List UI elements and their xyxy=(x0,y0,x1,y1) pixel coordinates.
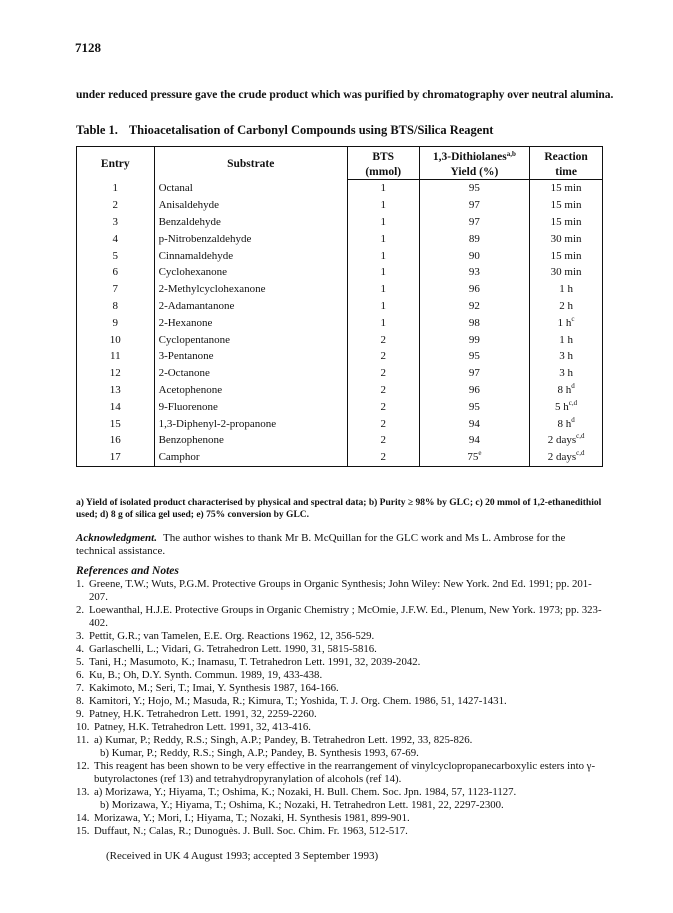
entry-cell: 1 xyxy=(77,180,155,197)
table-row xyxy=(77,314,603,331)
bts-cell: 2 xyxy=(347,348,419,365)
entry-cell: 5 xyxy=(77,247,155,264)
time-cell: 5 $h^{c,d}$ xyxy=(530,398,603,415)
table-row xyxy=(77,365,603,382)
bts-cell: 2 xyxy=(347,365,419,382)
acknowledgment-text: The author wishes to thank Mr B. McQuillan for the GLC work and Ms L. Ambrose for the technical assistance. xyxy=(76,532,566,557)
time-cell: 8 $h^d$ xyxy=(530,415,603,432)
table-row xyxy=(77,449,603,466)
table-row xyxy=(77,298,603,315)
time-cell: 1 h xyxy=(530,331,603,348)
bts-cell: 1 xyxy=(347,247,419,264)
bts-cell: 1 xyxy=(347,298,419,315)
entry-cell: 9 xyxy=(77,314,155,331)
reference-item xyxy=(76,734,606,747)
reference-item xyxy=(76,708,606,721)
header-bts-unit: (mmol) xyxy=(347,164,419,180)
table-row xyxy=(77,264,603,281)
reference-text: b) Kumar, P.; Reddy, R.S.; Singh, A.P.; Pandey, B. Synthesis 1993, 67-69. xyxy=(100,747,419,759)
reference-number: 3. xyxy=(76,630,85,642)
yield-cell: 89 xyxy=(419,230,530,247)
bts-cell: 1 xyxy=(347,214,419,231)
entry-cell: 6 xyxy=(77,264,155,281)
bts-cell: 2 xyxy=(347,382,419,399)
reference-item xyxy=(76,669,606,682)
substrate-cell: Cyclohexanone xyxy=(154,264,347,281)
header-yield: 1,3-Dithiolanes$^{a,b}$ xyxy=(419,147,530,165)
bts-cell: 1 xyxy=(347,230,419,247)
time-cell: 8 $h^d$ xyxy=(530,382,603,399)
reference-item xyxy=(76,799,606,812)
reference-number: 13. xyxy=(76,786,90,798)
yield-cell: 95 xyxy=(419,348,530,365)
yield-cell: 96 xyxy=(419,382,530,399)
yield-cell: 97 xyxy=(419,214,530,231)
entry-cell: 13 xyxy=(77,382,155,399)
reference-text: Greene, T.W.; Wuts, P.G.M. Protective Groups in Organic Synthesis; John Wiley: New York. 2nd Ed. 1991; pp. 201-207. xyxy=(89,578,592,603)
yield-cell: 97 xyxy=(419,197,530,214)
substrate-cell: 2-Methylcyclohexanone xyxy=(154,281,347,298)
time-cell: 3 h xyxy=(530,365,603,382)
reference-number: 11. xyxy=(76,734,90,746)
entry-cell: 4 xyxy=(77,230,155,247)
reference-item xyxy=(76,760,606,786)
substrate-cell: p-Nitrobenzaldehyde xyxy=(154,230,347,247)
reference-text: Pettit, G.R.; van Tamelen, E.E. Org. Reactions 1962, 12, 356-529. xyxy=(89,630,375,642)
substrate-cell: 2-Hexanone xyxy=(154,314,347,331)
reference-item xyxy=(76,578,606,604)
table-label: Table 1. xyxy=(76,123,118,137)
header-bts: BTS xyxy=(347,147,419,165)
acknowledgment-heading: Acknowledgment. xyxy=(76,532,157,544)
reference-text: Patney, H.K. Tetrahedron Lett. 1991, 32, 413-416. xyxy=(94,721,311,733)
yield-cell: 97 xyxy=(419,365,530,382)
reference-text: Ku, B.; Oh, D.Y. Synth. Commun. 1989, 19, 433-438. xyxy=(89,669,323,681)
table-footnote: a) Yield of isolated product characterised by physical and spectral data; b) Purity ≥ 98% by GLC; c) 20 mmol of 1,2-ethanedithiol used; d) 8 g of silica gel used; e) 75% conversion by GLC. xyxy=(76,498,602,520)
time-cell: 15 min xyxy=(530,180,603,197)
yield-cell: 95 xyxy=(419,398,530,415)
table-caption xyxy=(76,123,493,138)
table-row xyxy=(77,398,603,415)
substrate-cell: Cyclopentanone xyxy=(154,331,347,348)
bts-cell: 1 xyxy=(347,314,419,331)
reference-number: 6. xyxy=(76,669,85,681)
received-date: (Received in UK 4 August 1993; accepted 3 September 1993) xyxy=(106,850,379,862)
yield-cell: 93 xyxy=(419,264,530,281)
substrate-cell: Benzophenone xyxy=(154,432,347,449)
header-time: Reaction xyxy=(530,147,603,165)
table-row xyxy=(77,415,603,432)
time-cell: 3 h xyxy=(530,348,603,365)
yield-cell: 99 xyxy=(419,331,530,348)
bts-cell: 2 xyxy=(347,432,419,449)
reference-number: 10. xyxy=(76,721,90,733)
table-row xyxy=(77,382,603,399)
reference-item xyxy=(76,643,606,656)
time-cell: 30 min xyxy=(530,264,603,281)
reference-item xyxy=(76,604,606,630)
reference-item xyxy=(76,695,606,708)
substrate-cell: 2-Octanone xyxy=(154,365,347,382)
bts-cell: 2 xyxy=(347,415,419,432)
table-row xyxy=(77,281,603,298)
reference-number: 7. xyxy=(76,682,85,694)
reference-text: Kamitori, Y.; Hojo, M.; Masuda, R.; Kimura, T.; Yoshida, T. J. Org. Chem. 1986, 51, 1427-1431. xyxy=(89,695,507,707)
time-cell: 15 min xyxy=(530,214,603,231)
substrate-cell: Acetophenone xyxy=(154,382,347,399)
bts-cell: 2 xyxy=(347,398,419,415)
substrate-cell: Anisaldehyde xyxy=(154,197,347,214)
time-cell: 30 min xyxy=(530,230,603,247)
bts-cell: 2 xyxy=(347,331,419,348)
header-time-unit: time xyxy=(530,164,603,180)
reference-number: 1. xyxy=(76,578,85,590)
reference-text: Kakimoto, M.; Seri, T.; Imai, Y. Synthesis 1987, 164-166. xyxy=(89,682,339,694)
substrate-cell: Octanal xyxy=(154,180,347,197)
results-table xyxy=(76,146,603,467)
substrate-cell: 1,3-Diphenyl-2-propanone xyxy=(154,415,347,432)
yield-cell: 92 xyxy=(419,298,530,315)
table-title: Thioacetalisation of Carbonyl Compounds using BTS/Silica Reagent xyxy=(128,123,494,137)
reference-text: a) Morizawa, Y.; Hiyama, T.; Oshima, K.; Nozaki, H. Bull. Chem. Soc. Jpn. 1984, 57, 1123-1127. xyxy=(94,786,517,798)
yield-cell: 90 xyxy=(419,247,530,264)
time-cell: 15 min xyxy=(530,197,603,214)
reference-number: 15. xyxy=(76,825,90,837)
bts-cell: 1 xyxy=(347,180,419,197)
yield-cell: 95 xyxy=(419,180,530,197)
yield-cell: 94 xyxy=(419,415,530,432)
reference-number: 12. xyxy=(76,760,90,772)
reference-item xyxy=(76,721,606,734)
reference-item xyxy=(76,630,606,643)
entry-cell: 15 xyxy=(77,415,155,432)
page-number: 7128 xyxy=(75,40,101,55)
reference-text: Loewanthal, H.J.E. Protective Groups in Organic Chemistry ; McOmie, J.F.W. Ed., Plenum, New York. 1973; pp. 323-402. xyxy=(89,604,602,629)
reference-item xyxy=(76,656,606,669)
table-row xyxy=(77,348,603,365)
reference-text: Morizawa, Y.; Mori, I.; Hiyama, T.; Nozaki, H. Synthesis 1981, 899-901. xyxy=(94,812,410,824)
references-list xyxy=(76,578,606,838)
yield-cell: 98 xyxy=(419,314,530,331)
bts-cell: 1 xyxy=(347,197,419,214)
reference-text: Garlaschelli, L.; Vidari, G. Tetrahedron Lett. 1990, 31, 5815-5816. xyxy=(89,643,377,655)
reference-item xyxy=(76,786,606,799)
yield-cell: 75e xyxy=(419,449,530,466)
yield-cell: 96 xyxy=(419,281,530,298)
table-row xyxy=(77,197,603,214)
substrate-cell: Cinnamaldehyde xyxy=(154,247,347,264)
entry-cell: 14 xyxy=(77,398,155,415)
entry-cell: 7 xyxy=(77,281,155,298)
header-entry: Entry xyxy=(77,147,155,180)
reference-text: b) Morizawa, Y.; Hiyama, T.; Oshima, K.; Nozaki, H. Tetrahedron Lett. 1981, 22, 2297-2300. xyxy=(100,799,504,811)
header-substrate: Substrate xyxy=(154,147,347,180)
references-heading: References and Notes xyxy=(76,565,179,577)
table-row xyxy=(77,214,603,231)
time-cell: 1 h xyxy=(530,281,603,298)
reference-number: 14. xyxy=(76,812,90,824)
entry-cell: 17 xyxy=(77,449,155,466)
intro-paragraph: under reduced pressure gave the crude product which was purified by chromatography over neutral alumina. xyxy=(76,89,614,101)
bts-cell: 1 xyxy=(347,281,419,298)
reference-number: 2. xyxy=(76,604,85,616)
entry-cell: 8 xyxy=(77,298,155,315)
reference-text: Tani, H.; Masumoto, K.; Inamasu, T. Tetrahedron Lett. 1991, 32, 2039-2042. xyxy=(89,656,421,668)
substrate-cell: Benzaldehyde xyxy=(154,214,347,231)
time-cell: 2 h xyxy=(530,298,603,315)
reference-item xyxy=(76,682,606,695)
reference-item xyxy=(76,747,606,760)
reference-text: Patney, H.K. Tetrahedron Lett. 1991, 32, 2259-2260. xyxy=(89,708,317,720)
table-row xyxy=(77,230,603,247)
table-body xyxy=(77,180,603,467)
substrate-cell: 3-Pentanone xyxy=(154,348,347,365)
entry-cell: 16 xyxy=(77,432,155,449)
entry-cell: 2 xyxy=(77,197,155,214)
reference-item xyxy=(76,812,606,825)
table-row xyxy=(77,180,603,197)
reference-text: a) Kumar, P.; Reddy, R.S.; Singh, A.P.; Pandey, B. Tetrahedron Lett. 1992, 33, 825-826. xyxy=(94,734,473,746)
time-cell: 2 days$^{c,d}$ xyxy=(530,432,603,449)
reference-number: 4. xyxy=(76,643,85,655)
substrate-cell: 2-Adamantanone xyxy=(154,298,347,315)
table-row xyxy=(77,331,603,348)
entry-cell: 10 xyxy=(77,331,155,348)
reference-number: 8. xyxy=(76,695,85,707)
table-row xyxy=(77,247,603,264)
bts-cell: 1 xyxy=(347,264,419,281)
reference-text: This reagent has been shown to be very effective in the rearrangement of vinylcyclopropanecarboxylic esters into γ-butyrolactones (ref 13) and tetrahydropyranylation of alcohols (ref 14). xyxy=(94,760,596,785)
substrate-cell: Camphor xyxy=(154,449,347,466)
table-row xyxy=(77,432,603,449)
reference-item xyxy=(76,825,606,838)
time-cell: 2 days$^{c,d}$ xyxy=(530,449,603,466)
header-yield-unit: Yield (%) xyxy=(419,164,530,180)
acknowledgment xyxy=(76,532,604,558)
reference-text: Duffaut, N.; Calas, R.; Dunoguès. J. Bull. Soc. Chim. Fr. 1963, 512-517. xyxy=(94,825,408,837)
entry-cell: 12 xyxy=(77,365,155,382)
reference-number: 9. xyxy=(76,708,85,720)
entry-cell: 11 xyxy=(77,348,155,365)
reference-number: 5. xyxy=(76,656,85,668)
bts-cell: 2 xyxy=(347,449,419,466)
yield-cell: 94 xyxy=(419,432,530,449)
time-cell: 1 $h^c$ xyxy=(530,314,603,331)
entry-cell: 3 xyxy=(77,214,155,231)
time-cell: 15 min xyxy=(530,247,603,264)
substrate-cell: 9-Fluorenone xyxy=(154,398,347,415)
